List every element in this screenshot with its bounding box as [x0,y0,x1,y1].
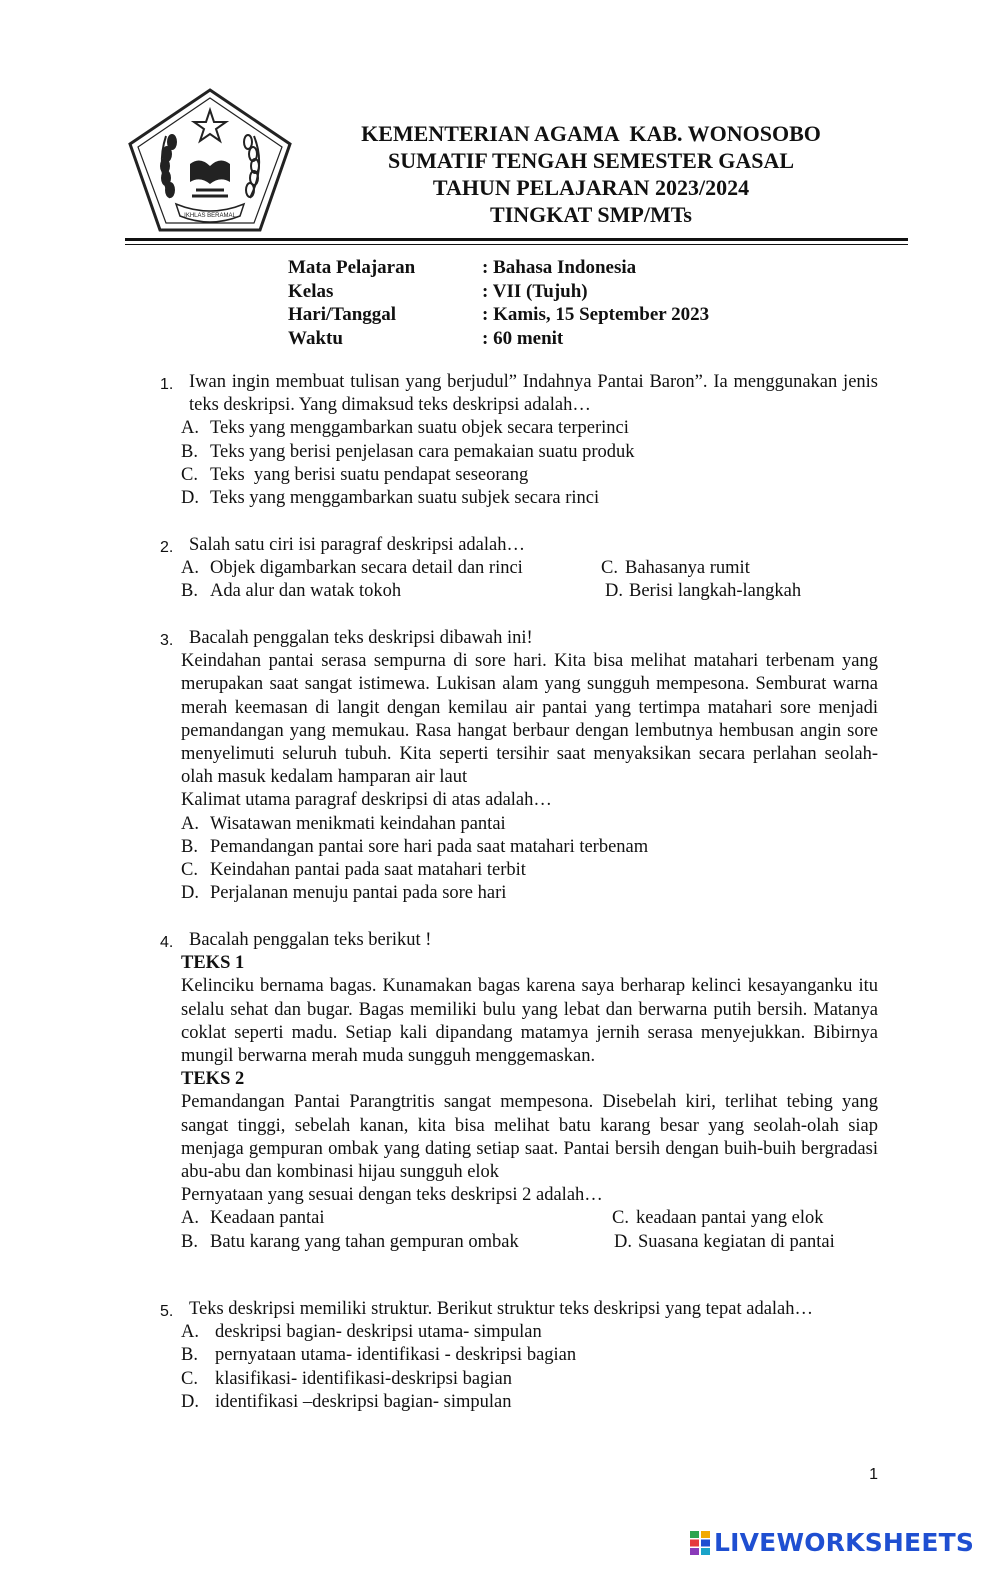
option-text: identifikasi –deskripsi bagian- simpulan [215,1391,512,1412]
exam-info [288,256,709,350]
info-row-date [288,303,709,327]
option-letter: C. [181,464,198,485]
liveworksheets-brand[interactable] [690,1528,974,1557]
option-text: Teks yang menggambarkan suatu subjek secara rinci [210,488,600,509]
info-value: : Kamis, 15 September 2023 [482,304,710,325]
option-letter: A. [181,558,199,579]
info-label: Kelas [288,280,334,302]
question-number: 2. [160,539,174,556]
options-row [181,557,878,580]
option-text: Pemandangan pantai sore hari pada saat matahari terbenam [210,836,649,857]
info-row-time [288,327,709,351]
option-b[interactable] [181,1231,614,1254]
question-2 [160,534,878,604]
question-number: 1. [160,376,174,393]
question-text: Bacalah penggalan teks berikut ! [189,930,432,950]
option-text: Teks yang berisi suatu pendapat seseorang [210,464,529,485]
option-letter: A. [181,418,199,439]
question-prompt: Pernyataan yang sesuai dengan teks deskripsi 2 adalah… [181,1185,603,1206]
option-text: deskripsi bagian- deskripsi utama- simpulan [215,1322,542,1343]
option-text: Teks yang menggambarkan suatu objek secara terperinci [210,418,629,439]
brand-text: LIVEWORKSHEETS [714,1528,975,1557]
option-letter: A. [181,813,199,834]
option-text: klasifikasi- identifikasi-deskripsi bagian [215,1368,512,1389]
option-b[interactable] [181,580,605,603]
info-label: Mata Pelajaran [288,257,416,278]
teks-2-title: TEKS 2 [181,1069,245,1090]
option-d[interactable] [181,882,878,905]
option-d[interactable] [181,487,878,510]
option-text: Ada alur dan watak tokoh [210,581,402,602]
option-letter: B. [181,581,198,602]
option-text: Perjalanan menuju pantai pada sore hari [210,883,507,904]
question-text: Iwan ingin membuat tulisan yang berjudul” Indahnya Pantai Baron”. Ia menggunakan jenis teks deskripsi. Yang dimaksud teks deskripsi adalah… [189,372,878,416]
option-letter: C. [612,1208,629,1229]
option-letter: D. [181,883,199,904]
option-a[interactable] [181,417,878,440]
header-line-1: KEMENTERIAN AGAMA KAB. WONOSOBO [361,121,821,146]
option-b[interactable] [181,1344,878,1367]
option-letter: B. [181,836,198,857]
svg-text:IKHLAS BERAMAL: IKHLAS BERAMAL [184,213,236,219]
option-c[interactable] [181,1368,878,1391]
info-row-class [288,280,709,304]
option-a[interactable] [181,1207,612,1230]
option-d[interactable] [614,1231,835,1254]
option-text: Suasana kegiatan di pantai [638,1231,835,1252]
option-letter: C. [601,558,618,579]
option-text: keadaan pantai yang elok [636,1208,824,1229]
option-a[interactable] [181,813,878,836]
question-number: 5. [160,1303,174,1320]
info-label: Hari/Tanggal [288,304,397,325]
info-label: Waktu [288,327,343,349]
options-list [181,813,878,906]
option-text: Keindahan pantai pada saat matahari terbit [210,860,526,881]
options-row [181,580,878,603]
options-row [181,1231,878,1254]
header-divider-thin [125,244,908,245]
info-value: : 60 menit [482,327,564,349]
info-row-subject [288,256,709,280]
option-a[interactable] [181,1321,878,1344]
question-4 [160,929,878,1254]
option-letter: A. [181,1208,199,1229]
option-c[interactable] [181,464,878,487]
options-list [181,557,878,603]
options-list [181,1207,878,1253]
option-text: Bahasanya rumit [625,558,750,579]
page-number: 1 [869,1466,878,1483]
option-d[interactable] [181,1391,878,1414]
option-c[interactable] [601,557,750,580]
question-1 [160,371,878,510]
question-text: Salah satu ciri isi paragraf deskripsi adalah… [189,535,525,555]
option-text: Objek digambarkan secara detail dan rinci [210,558,523,579]
teks-1-title: TEKS 1 [181,953,245,974]
question-prompt: Kalimat utama paragraf deskripsi di atas adalah… [181,790,552,811]
option-letter: B. [181,1231,198,1252]
option-text: pernyataan utama- identifikasi - deskripsi bagian [215,1345,577,1366]
option-letter: B. [181,1345,198,1366]
options-row [181,1207,878,1230]
option-letter: D. [181,488,199,509]
header-line-3: TAHUN PELAJARAN 2023/2024 [432,175,750,200]
option-a[interactable] [181,557,601,580]
option-letter: D. [614,1231,632,1252]
liveworksheets-logo-icon [690,1531,710,1555]
option-letter: D. [181,1391,199,1412]
option-b[interactable] [181,836,878,859]
option-d[interactable] [605,580,801,603]
option-b[interactable] [181,441,878,464]
info-value: : Bahasa Indonesia [482,257,637,278]
document-header [300,120,882,228]
options-list [181,1321,878,1414]
question-5 [160,1298,878,1414]
reading-passage: Keindahan pantai serasa sempurna di sore hari. Kita bisa melihat matahari terbenam yang merupakan saat sangat istimewa. Lukisan alam yang sungguh mempesona. Semburat warna merah keemasan di langit dengan kemilau air pantai yang tertimpa matahari sore menjadi pemandangan yang memukau. Rasa hangat berbaur dengan lembutnya hembusan angin sore menyelimuti seluruh tubuh. Kita seperti tersihir saat menyaksikan secara perlahan seolah- olah masuk kedalam hamparan air laut [181,651,878,788]
option-c[interactable] [181,859,878,882]
kemenag-logo [126,86,294,234]
option-letter: D. [605,581,623,602]
question-number: 3. [160,632,174,649]
option-text: Keadaan pantai [210,1208,325,1229]
question-number: 4. [160,934,174,951]
option-text: Teks yang berisi penjelasan cara pemakaian suatu produk [210,441,635,462]
header-line-2: SUMATIF TENGAH SEMESTER GASAL [387,148,795,173]
options-list [181,417,878,510]
teks-2-passage: Pemandangan Pantai Parangtritis sangat mempesona. Disebelah kiri, terlihat tebing yang sangat tinggi, sebelah kanan, kita bisa melihat batu karang besar yang seolah-olah siap menjaga gempuran ombak yang dating setiap saat. Pantai bersih dengan buih-buih bergradasi abu-abu dan kombinasi hijau sungguh elok [181,1092,878,1183]
option-c[interactable] [612,1207,823,1230]
option-letter: C. [181,860,198,881]
option-text: Batu karang yang tahan gempuran ombak [210,1231,519,1252]
option-text: Berisi langkah-langkah [629,581,802,602]
option-letter: A. [181,1322,199,1343]
header-line-4: TINGKAT SMP/MTs [490,202,692,227]
option-letter: C. [181,1368,198,1389]
teks-1-passage: Kelinciku bernama bagas. Kunamakan bagas karena saya berharap kelinci kesayanganku itu selalu sehat dan bugar. Bagas memiliki bulu yang lebat dan berwarna putih bersih. Matanya coklat seperti madu. Setiap kali dipandang matamya jernih serasa menyejukkan. Bibirnya mungil berwarna merah muda sungguh menggemaskan. [181,976,878,1067]
question-text: Bacalah penggalan teks deskripsi dibawah ini! [189,628,533,648]
header-divider-thick [125,238,908,241]
info-value: : VII (Tujuh) [482,280,588,302]
option-letter: B. [181,441,198,462]
option-text: Wisatawan menikmati keindahan pantai [210,813,506,834]
question-3 [160,627,878,905]
question-text: Teks deskripsi memiliki struktur. Berikut struktur teks deskripsi yang tepat adalah… [189,1299,814,1319]
